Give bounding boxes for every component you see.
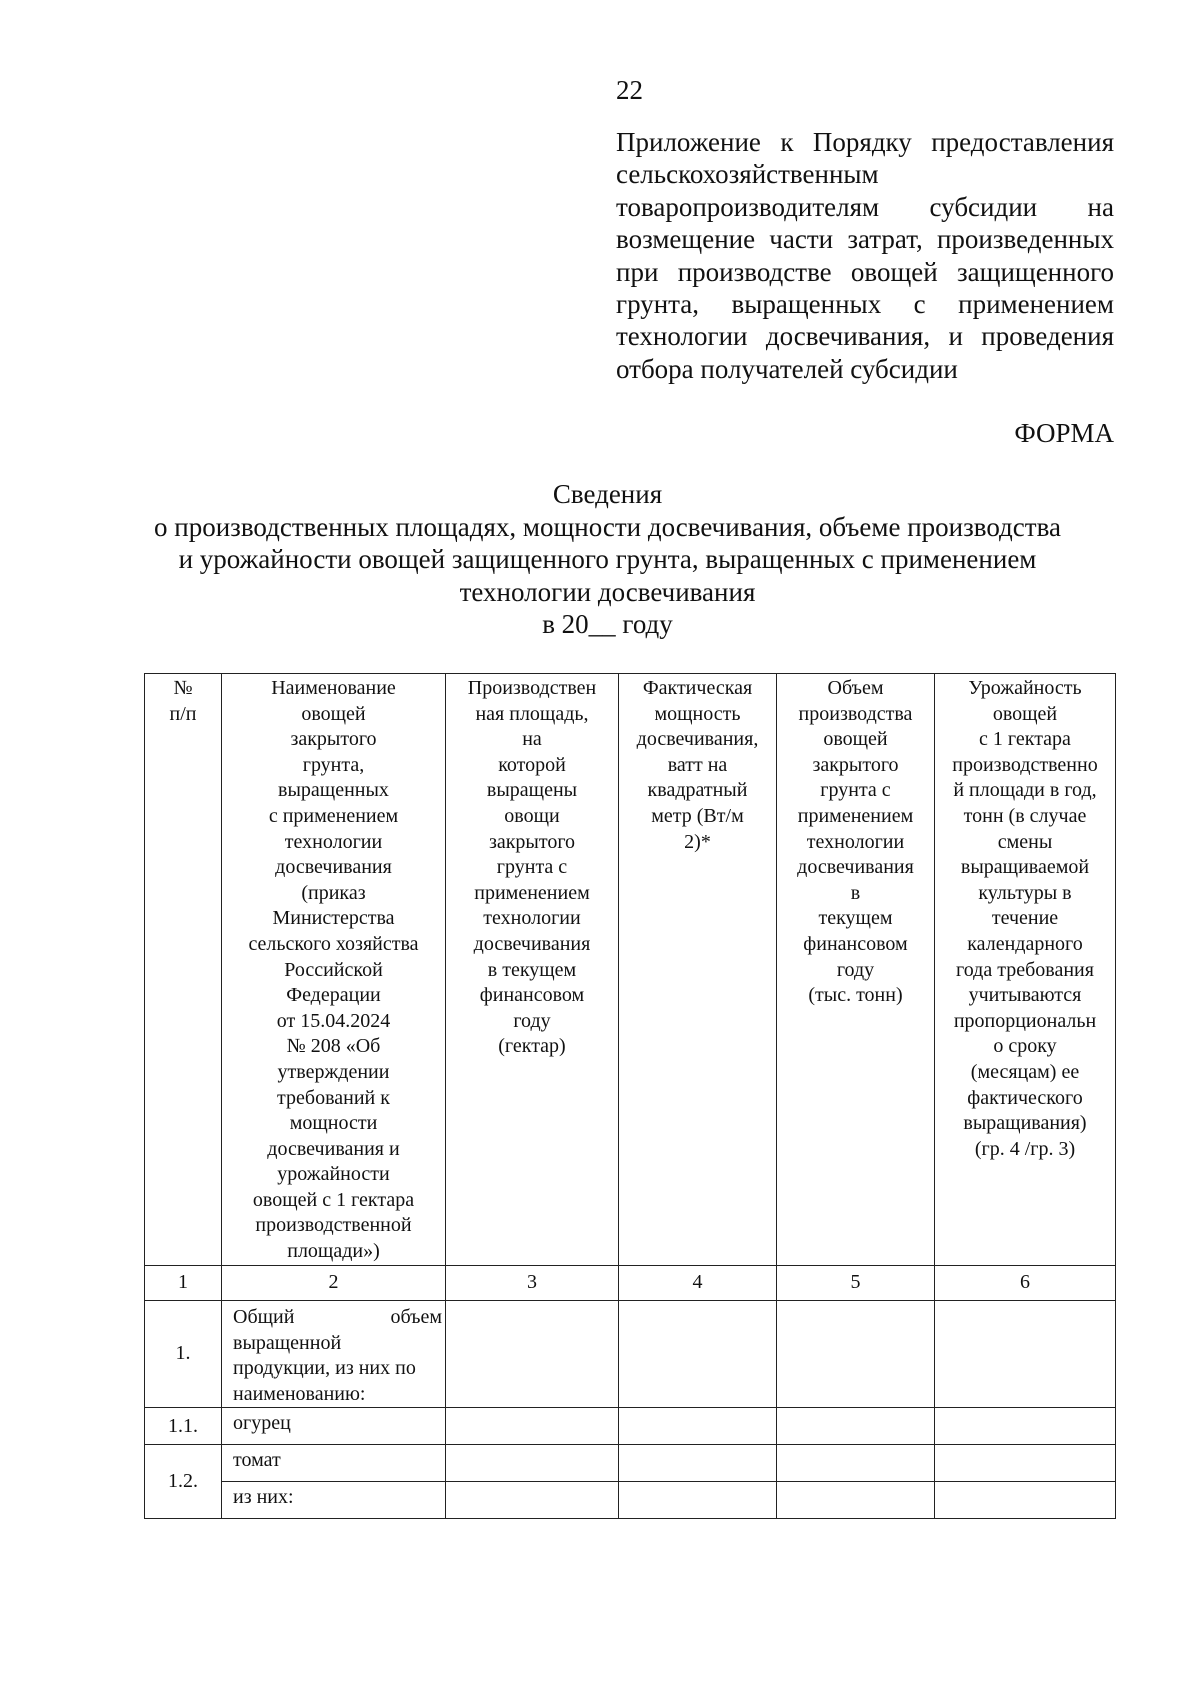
header-line: овощи (504, 804, 560, 827)
appendix-block (616, 126, 1114, 385)
header-row (145, 674, 1116, 1266)
header-line: выращивания) (963, 1112, 1087, 1135)
column-number: 4 (619, 1266, 777, 1301)
header-line: 2)* (684, 830, 711, 853)
header-line: закрытого (812, 753, 899, 776)
table-row (145, 1301, 1116, 1408)
document-title (120, 478, 1095, 641)
appendix-line: товаропроизводителям субсидии на (616, 191, 1114, 222)
table-cell[interactable] (935, 1445, 1116, 1482)
header-line: утверждении (277, 1060, 390, 1083)
column-number: 1 (145, 1266, 222, 1301)
row-number: 1. (145, 1301, 222, 1408)
header-line: учитываются (968, 984, 1082, 1007)
header-line: от 15.04.2024 (276, 1009, 391, 1032)
header-line: овощей (823, 728, 888, 751)
table-row (145, 1408, 1116, 1445)
column-number: 3 (446, 1266, 619, 1301)
column-number-row (145, 1266, 1116, 1301)
table-cell[interactable] (619, 1482, 777, 1519)
header-line: грунта с (820, 779, 891, 802)
header-line: (гр. 4 /гр. 3) (974, 1137, 1076, 1160)
header-line: й площади в год, (953, 779, 1097, 802)
header-line: пропорциональн (953, 1009, 1097, 1032)
header-cell (222, 674, 446, 1266)
header-line: требований к (277, 1086, 390, 1109)
table-cell[interactable] (619, 1408, 777, 1445)
header-line: (тыс. тонн) (808, 984, 903, 1007)
header-line: течение (991, 907, 1059, 930)
header-line: о сроку (993, 1035, 1057, 1058)
row-name: томат (222, 1445, 446, 1482)
header-line: сельского хозяйства (248, 932, 419, 955)
header-line: (приказ (301, 881, 366, 904)
header-line: грунта с (496, 856, 568, 879)
table-cell[interactable] (619, 1301, 777, 1408)
header-line: Объем (827, 677, 884, 699)
appendix-line: технологии досвечивания, и проведения (616, 321, 1114, 352)
appendix-line: Приложение к Порядку предоставления (616, 127, 1114, 157)
header-line: Фактическая (642, 677, 753, 699)
row-number: 1.1. (145, 1408, 222, 1445)
header-line: овощей (992, 702, 1058, 725)
header-line: квадратный (647, 779, 748, 802)
header-line: в (850, 881, 861, 904)
row-name-line: Общий объем (233, 1306, 442, 1328)
appendix-line: грунта, выращенных с применением (616, 289, 1114, 320)
title-line: и урожайности овощей защищенного грунта, выращенных с применением (178, 544, 1037, 575)
appendix-line: сельскохозяйственным (616, 159, 879, 190)
header-line: года требования (956, 958, 1094, 981)
page-number: 22 (616, 75, 643, 105)
header-line: п/п (169, 702, 197, 725)
header-line: с 1 гектара (979, 728, 1071, 751)
appendix-line: при производстве овощей защищенного (616, 256, 1114, 287)
form-label: ФОРМА (1014, 418, 1114, 448)
header-line: технологии (806, 830, 905, 853)
header-line: фактического (967, 1086, 1083, 1109)
title-line: технологии досвечивания (459, 576, 756, 607)
header-cell (145, 674, 222, 1266)
table-cell[interactable] (619, 1445, 777, 1482)
header-line: Российской (284, 958, 383, 981)
header-line: технологии (483, 907, 581, 930)
table-cell[interactable] (935, 1482, 1116, 1519)
header-line: № 208 «Об (286, 1035, 381, 1058)
header-line: тонн (в случае (963, 804, 1087, 827)
header-line: мощности (289, 1112, 378, 1135)
header-line: досвечивания, (636, 728, 759, 751)
header-line: культуры в (978, 881, 1072, 904)
appendix-line: отбора получателей субсидии (616, 353, 958, 384)
row-name: из них: (222, 1482, 446, 1519)
header-line: календарного (967, 932, 1083, 955)
header-line: смены (997, 830, 1053, 853)
header-line: урожайности (277, 1163, 390, 1186)
header-line: закрытого (290, 728, 377, 751)
header-line: производственной (255, 1214, 412, 1237)
header-line: Производствен (467, 677, 597, 699)
header-line: Урожайность (968, 677, 1082, 699)
header-line: Министерства (272, 907, 395, 930)
header-line: (гектар) (498, 1035, 566, 1058)
header-line: ватт на (667, 753, 728, 776)
table-row (145, 1482, 1116, 1519)
header-line: на (522, 728, 542, 751)
header-line: в текущем (487, 958, 577, 981)
header-line: финансовом (803, 932, 908, 955)
header-line: досвечивания и (267, 1137, 400, 1160)
header-line: финансовом (479, 984, 585, 1007)
header-line: выращенных (278, 779, 389, 802)
table-cell[interactable] (935, 1301, 1116, 1408)
row-name-line: продукции, из них по (233, 1357, 416, 1380)
column-number: 6 (935, 1266, 1116, 1301)
header-line: № (173, 677, 193, 699)
row-name (222, 1301, 446, 1408)
title-line: в 20__ году (542, 609, 673, 640)
appendix-line: возмещение части затрат, произведенных (616, 224, 1114, 255)
header-line: выращиваемой (960, 856, 1090, 879)
header-cell (619, 674, 777, 1266)
table-cell[interactable] (446, 1301, 619, 1408)
header-line: году (836, 958, 875, 981)
header-line: технологии (284, 830, 383, 853)
header-line: овощей (301, 702, 366, 725)
header-line: Федерации (286, 984, 381, 1007)
header-line: мощность (654, 702, 741, 725)
table-cell[interactable] (935, 1408, 1116, 1445)
row-number: 1.2. (145, 1445, 222, 1519)
header-line: производственно (952, 753, 1098, 776)
table-cell[interactable] (777, 1408, 935, 1445)
header-line: производства (798, 702, 913, 725)
header-line: площади») (287, 1240, 380, 1263)
title-line: Сведения (552, 479, 663, 509)
header-cell (777, 674, 935, 1266)
header-line: грунта, (302, 753, 365, 776)
header-line: досвечивания (797, 856, 914, 879)
header-line: году (513, 1009, 551, 1032)
table-cell[interactable] (446, 1445, 619, 1482)
header-line: досвечивания (473, 932, 591, 955)
header-line: метр (Вт/м (651, 804, 744, 827)
table-row (145, 1445, 1116, 1482)
header-line: выращены (486, 779, 578, 802)
header-line: овощей с 1 гектара (252, 1188, 415, 1211)
header-line: текущем (818, 907, 893, 930)
row-name-line: выращенной (233, 1331, 342, 1354)
header-line: закрытого (488, 830, 576, 853)
title-line: о производственных площадях, мощности досвечивания, объеме производства (154, 511, 1061, 542)
header-cell (935, 674, 1116, 1266)
header-line: (месяцам) ее (970, 1060, 1080, 1083)
header-line: которой (498, 753, 566, 776)
table-cell[interactable] (777, 1301, 935, 1408)
header-line: досвечивания (275, 856, 392, 879)
table-cell[interactable] (777, 1445, 935, 1482)
row-name: огурец (222, 1408, 446, 1445)
header-line: с применением (268, 804, 399, 827)
table-cell[interactable] (446, 1482, 619, 1519)
header-line: ная площадь, (475, 702, 589, 725)
header-line: применением (474, 881, 590, 904)
table-cell[interactable] (777, 1482, 935, 1519)
header-cell (446, 674, 619, 1266)
column-number: 2 (222, 1266, 446, 1301)
column-number: 5 (777, 1266, 935, 1301)
table-cell[interactable] (446, 1408, 619, 1445)
data-table (144, 673, 1116, 1519)
header-line: применением (797, 804, 914, 827)
header-line: Наименование (271, 677, 396, 699)
row-name-line: наименованию: (233, 1382, 366, 1405)
